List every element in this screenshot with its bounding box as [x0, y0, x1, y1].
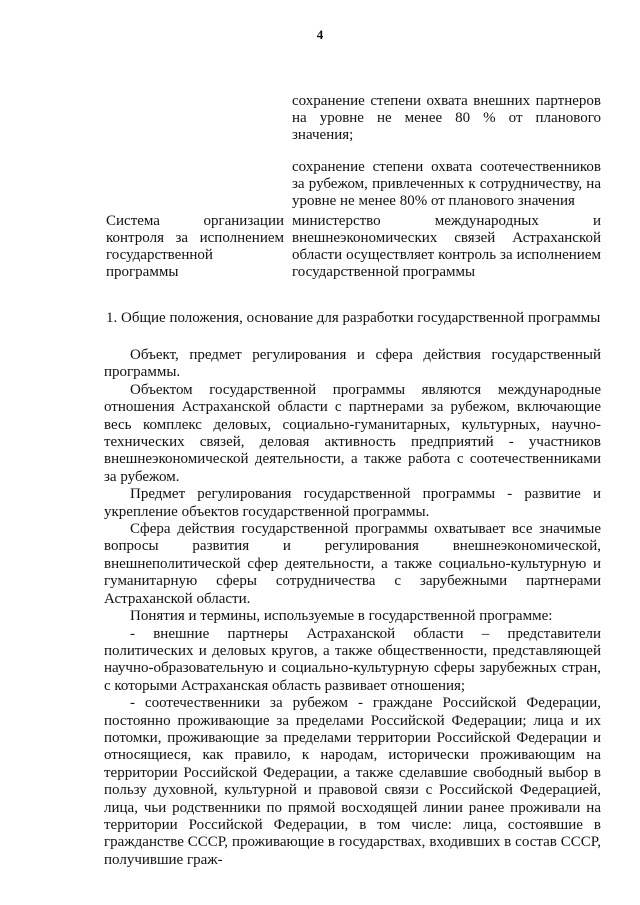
passport-row-control-value: министерство международных и внешнеэкономических связей Астраханской области осуществляет контроль за исполнением государственной программы [292, 213, 601, 280]
page-number: 4 [316, 27, 324, 42]
paragraph-object: Объектом государственной программы являются международные отношения Астраханской области с партнерами за рубежом, включающие весь комплекс деловых, социально-гуманитарных, культурных, научно-технических связей, деловая активность предприятий - участников внешнеэкономической деятельности, а также работа с соотечественниками за рубежом. [104, 381, 601, 485]
passport-row-control-label: Система организации контроля за исполнением государственной программы [106, 213, 284, 280]
paragraph-subject: Предмет регулирования государственной программы - развитие и укрепление объектов государственной программы. [104, 486, 601, 520]
paragraph-terms-intro: Понятия и термины, используемые в государственной программе: [130, 608, 553, 625]
paragraph-term-compatriots: - соотечественники за рубежом - граждане Российской Федерации, постоянно проживающие за пределами Российской Федерации; лица и их потомки, проживающие за пределами территории Российской Федерации и относящиеся, как правило, к народам, исторически проживающим на территории Российской Федерации, а также сделавшие свободный выбор в пользу духовной, культурной и правовой связи с Российской Федерацией, лица, чьи родственники по прямой восходящей линии ранее проживали на территории Российской Федерации, в том числе: лица, состоявшие в гражданстве СССР, проживающие в государствах, входивших в состав СССР, получившие граж- [104, 695, 601, 868]
paragraph-object-subject: Объект, предмет регулирования и сфера действия государственный программы. [104, 347, 601, 381]
paragraph-scope: Сфера действия государственной программы охватывает все значимые вопросы развития и регулирования внешнеэкономической, внешнеполитической сфер деятельности, а также социально-культурную и гуманитарную сферы сотрудничества с зарубежными партнерами Астраханской области. [104, 521, 601, 607]
indicator-external-partners: сохранение степени охвата внешних партнеров на уровне не менее 80 % от планового значения; [292, 93, 601, 143]
paragraph-term-external-partners: - внешние партнеры Астраханской области – представители политических и деловых кругов, а также общественности, представляющей научно-образовательную и социально-культурную сферы зарубежных стран, с которыми Астраханская область развивает отношения; [104, 625, 601, 694]
passport-row-indicators-value [292, 93, 601, 210]
section-title: 1. Общие положения, основание для разработки государственной программы [106, 310, 601, 326]
body-text [104, 347, 601, 869]
indicator-compatriots: сохранение степени охвата соотечественников за рубежом, привлеченных к сотрудничеству, на уровне не менее 80% от планового значения [292, 159, 601, 209]
